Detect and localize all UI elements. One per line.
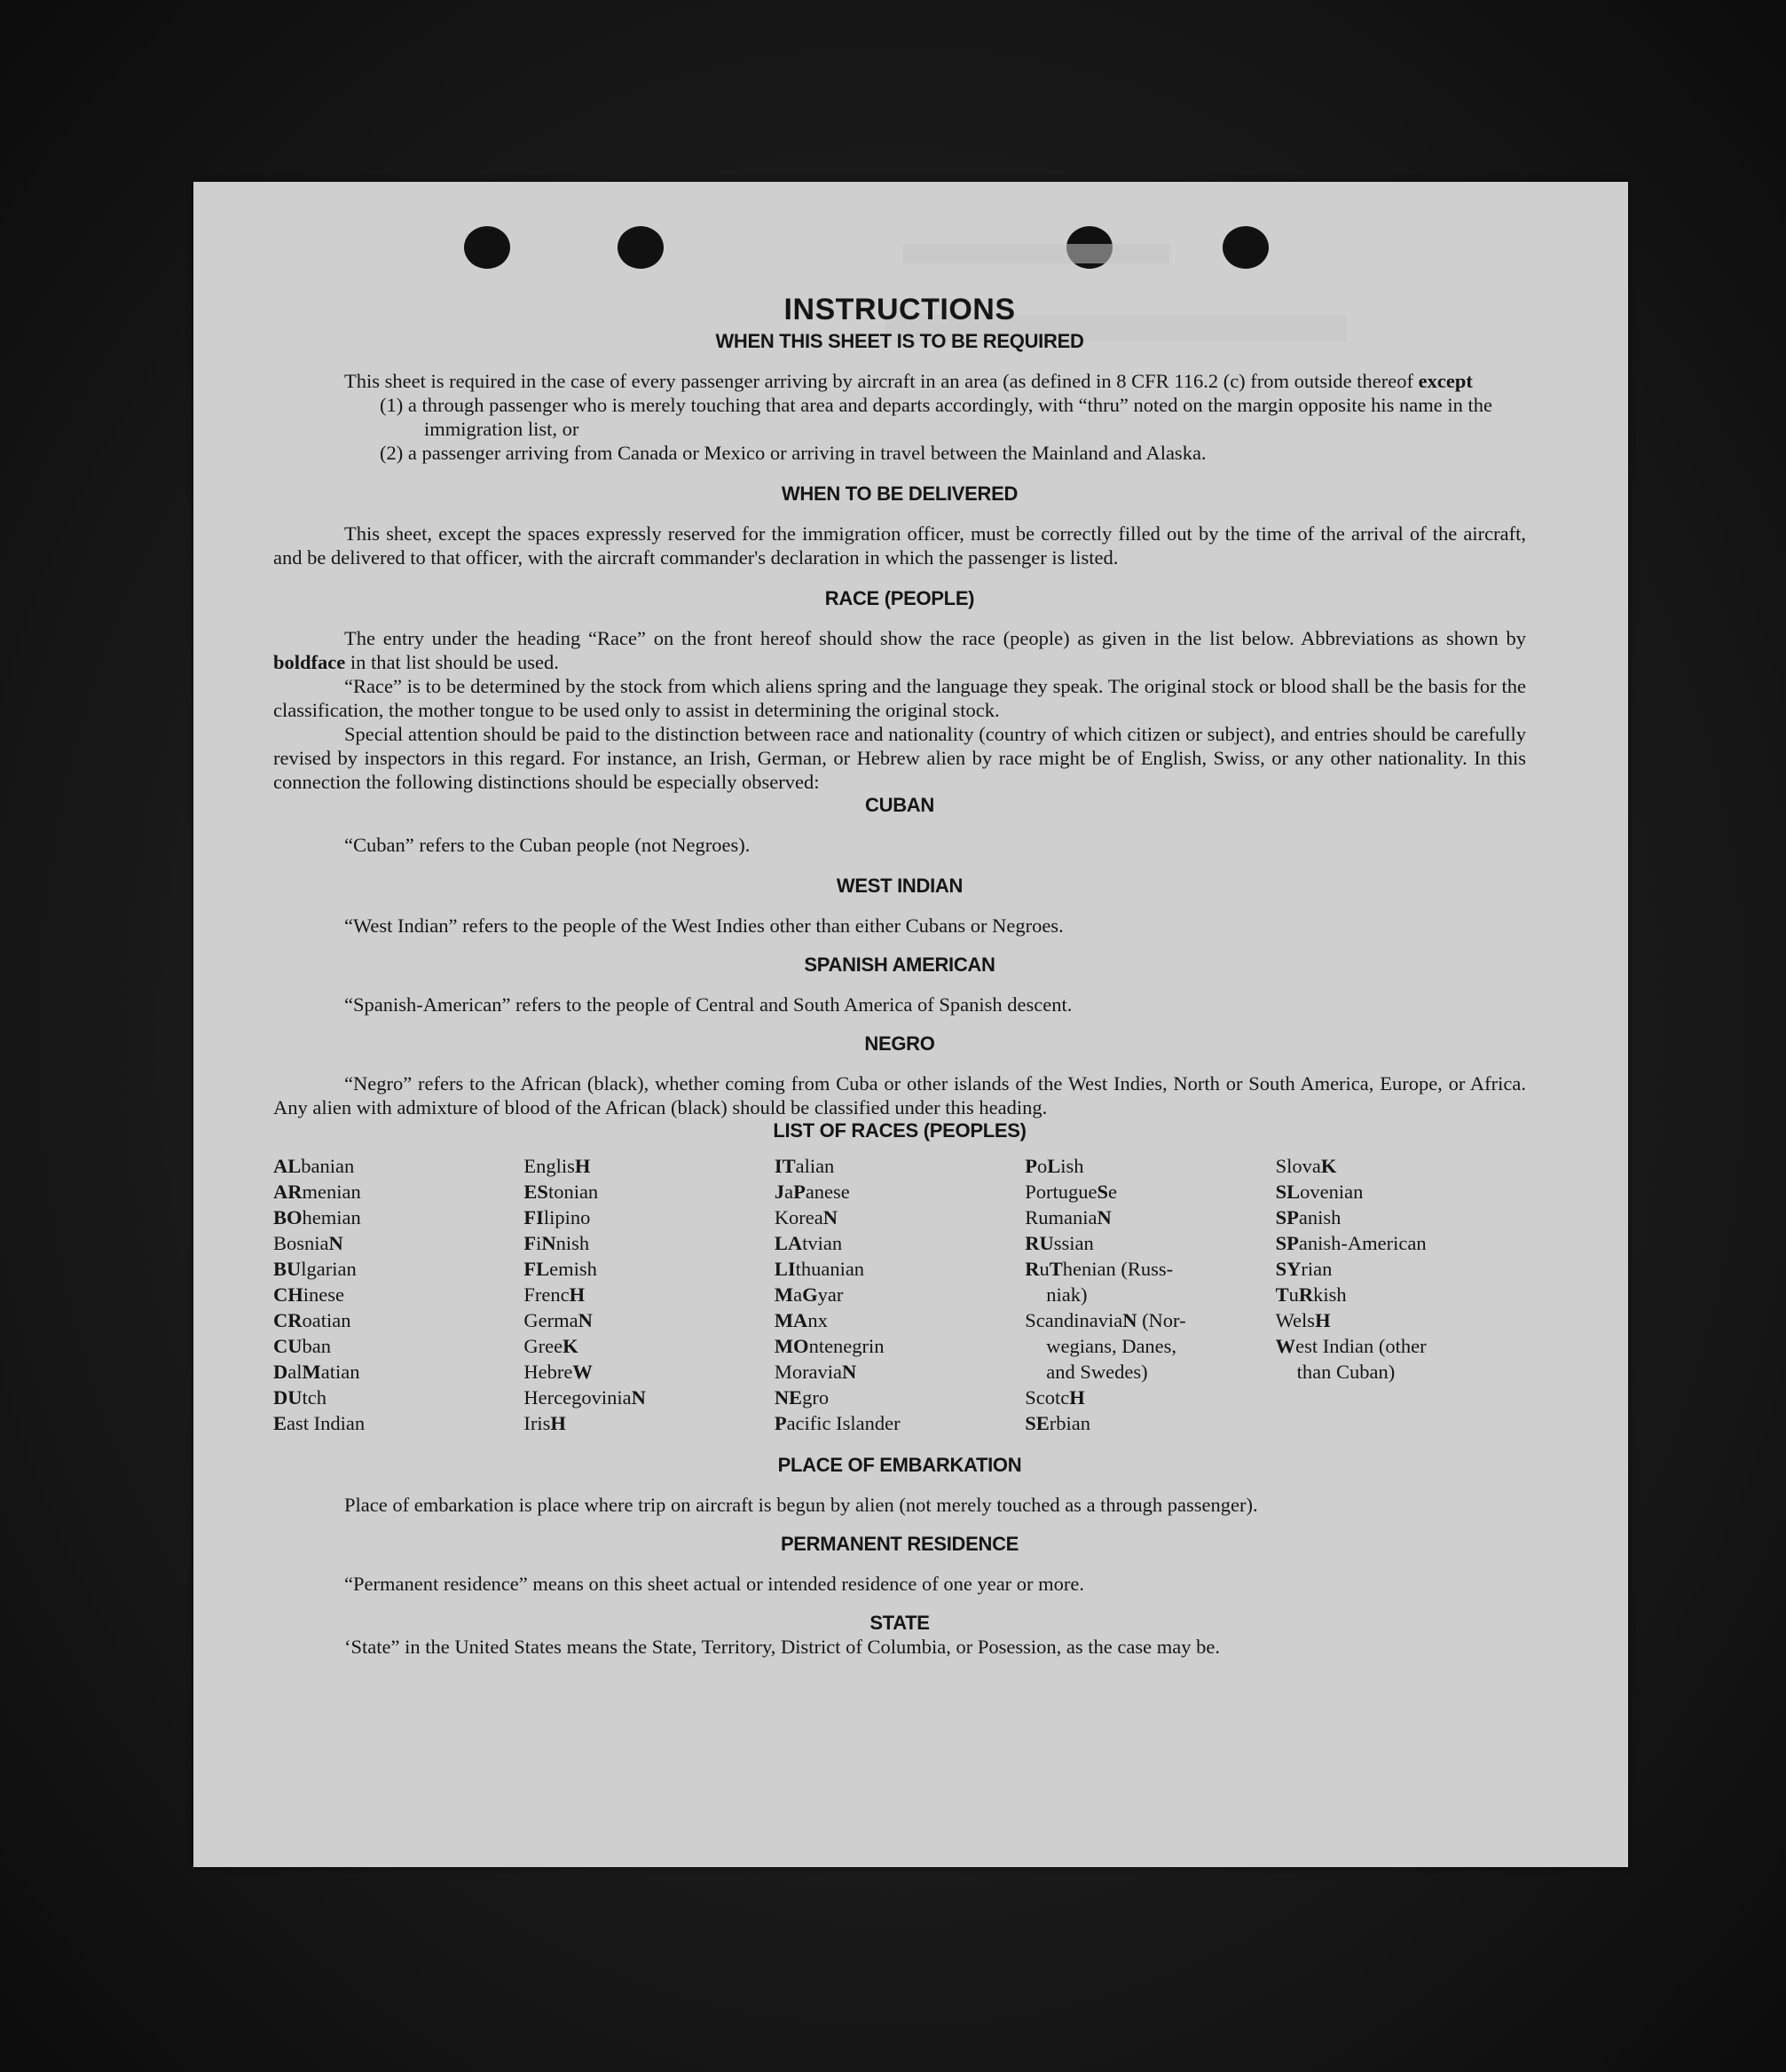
race-abbrev: H: [1069, 1386, 1085, 1409]
race-entry: [1025, 1307, 1275, 1333]
required-intro-text: This sheet is required in the case of every passenger arriving by aircraft in an area (as defined in 8 CFR 116.2 (c) from outside thereof: [344, 370, 1419, 392]
race-text: nish: [555, 1232, 590, 1254]
heading-when-required: WHEN THIS SHEET IS TO BE REQUIRED: [715, 330, 1084, 352]
race-entry: [775, 1179, 1025, 1205]
heading-west-indian: WEST INDIAN: [836, 875, 964, 897]
race-entry: [523, 1153, 774, 1179]
race-paragraph-3: Special attention should be paid to the distinction between race and nationality (country of which citizen or subject), and entries should be carefully revised by inspectors in this regard. For instance, an Irish, German, or Hebrew alien by race might be of English, Swiss, or any other nationality. In this connection the following distinctions should be especially observed:: [273, 723, 1526, 793]
race-paragraph-2: “Race” is to be determined by the stock from which aliens spring and the language they speak. The original stock or blood shall be the basis for the classification, the mother tongue to be used only to assist in determining the original stock.: [273, 675, 1526, 721]
race-entry: [1025, 1179, 1275, 1205]
document-sheet: [193, 182, 1628, 1867]
race-abbrev: S: [1097, 1181, 1108, 1203]
state-text: ‘State” in the United States means the State, Territory, District of Columbia, or Posession, as the case may be.: [344, 1636, 1220, 1658]
race-text: Frenc: [523, 1283, 570, 1306]
race-text: and Swedes): [1046, 1361, 1148, 1383]
race-abbrev: W: [572, 1361, 593, 1383]
race-text: acific Islander: [786, 1412, 901, 1434]
race-entry: [775, 1307, 1025, 1333]
race-entry: [775, 1153, 1025, 1179]
race-abbrev: P: [774, 1412, 787, 1434]
race-text: kish: [1313, 1283, 1347, 1306]
race-abbrev: R: [1298, 1283, 1314, 1306]
race-text: Iris: [523, 1412, 551, 1434]
race-text: i: [536, 1232, 542, 1254]
race-abbrev: T: [1275, 1283, 1289, 1306]
race-abbrev: P: [793, 1181, 806, 1203]
race-text: tch: [302, 1386, 327, 1409]
race-abbrev: FI: [523, 1206, 544, 1228]
race-entry: [1025, 1410, 1275, 1436]
race-text: Scotc: [1025, 1386, 1070, 1409]
race-entry: [523, 1359, 774, 1385]
race-abbrev: M: [774, 1283, 794, 1306]
race-abbrev: AR: [273, 1181, 303, 1203]
race-entry: [273, 1153, 523, 1179]
race-text: niak): [1046, 1283, 1088, 1306]
punch-hole: [464, 226, 510, 269]
race-entry: [523, 1333, 774, 1359]
race-text: thuanian: [795, 1258, 865, 1280]
race-abbrev: N: [822, 1206, 838, 1228]
race-abbrev: MA: [774, 1309, 808, 1331]
race-entry: [1276, 1230, 1526, 1256]
race-abbrev: W: [1275, 1335, 1296, 1357]
race-text: tvian: [802, 1232, 843, 1254]
race-text: inese: [303, 1283, 344, 1306]
race-entry: [523, 1205, 774, 1230]
race-text: anese: [805, 1181, 850, 1203]
delivered-text: This sheet, except the spaces expressly reserved for the immigration officer, must be correctly filled out by the time of the arrival of the aircraft, and be delivered to that officer, with the aircraft commander's declaration in which the passenger is listed.: [273, 522, 1526, 569]
heading-negro: NEGRO: [864, 1032, 935, 1055]
race-abbrev: MO: [774, 1335, 809, 1357]
race-text: ish: [1060, 1155, 1084, 1177]
race-entry: [523, 1256, 774, 1282]
heading-permanent-residence: PERMANENT RESIDENCE: [780, 1533, 1019, 1555]
race-text: u: [1288, 1283, 1299, 1306]
race-entry: [1276, 1333, 1526, 1359]
race-entry: [1276, 1205, 1526, 1230]
race-text: anish: [1298, 1206, 1341, 1228]
race-text: Germa: [523, 1309, 578, 1331]
race-abbrev: N: [578, 1309, 593, 1331]
race-text: u: [1039, 1258, 1050, 1280]
cuban-text: “Cuban” refers to the Cuban people (not Negroes).: [344, 834, 751, 856]
race-abbrev: LI: [774, 1258, 796, 1280]
race-abbrev: N: [541, 1232, 556, 1254]
bleed-through: [903, 244, 1169, 263]
race-text: Korea: [774, 1206, 823, 1228]
race-text: ssian: [1053, 1232, 1094, 1254]
race-entry: [273, 1333, 523, 1359]
race-text: lipino: [543, 1206, 591, 1228]
race-entry: [273, 1410, 523, 1436]
race-abbrev: CU: [273, 1335, 303, 1357]
race-abbrev: M: [302, 1361, 321, 1383]
race-text: ast Indian: [287, 1412, 366, 1434]
race-entry: [273, 1307, 523, 1333]
races-list: [273, 1153, 1526, 1436]
race-entry: [523, 1230, 774, 1256]
race-entry: [775, 1205, 1025, 1230]
race-text: Portugue: [1025, 1181, 1098, 1203]
race-entry: [1025, 1359, 1275, 1385]
race-entry: [1025, 1205, 1275, 1230]
race-abbrev: N: [842, 1361, 857, 1383]
race-text: e: [1107, 1181, 1117, 1203]
page-title: INSTRUCTIONS: [783, 293, 1016, 326]
race-entry: [273, 1230, 523, 1256]
race-abbrev: CH: [273, 1283, 303, 1306]
race-abbrev: H: [1315, 1309, 1331, 1331]
race-entry: [1276, 1359, 1526, 1385]
race-text: est Indian (other: [1295, 1335, 1427, 1357]
race-abbrev: IT: [774, 1155, 796, 1177]
race-column: [273, 1153, 523, 1436]
race-entry: [1276, 1256, 1526, 1282]
race-abbrev: J: [774, 1181, 785, 1203]
race-text: Slova: [1275, 1155, 1321, 1177]
heading-state: STATE: [869, 1612, 930, 1634]
race-entry: [273, 1205, 523, 1230]
race-entry: [273, 1359, 523, 1385]
required-intro: [273, 369, 1526, 393]
race-text: banian: [301, 1155, 355, 1177]
race-text: Gree: [523, 1335, 563, 1357]
punch-hole: [1223, 226, 1269, 269]
race-text: ban: [302, 1335, 331, 1357]
required-item-2: (2) a passenger arriving from Canada or Mexico or arriving in travel between the Mainland and Alaska.: [380, 442, 1207, 464]
race-abbrev: N: [1122, 1309, 1137, 1331]
race-abbrev: E: [273, 1412, 287, 1434]
race-abbrev: P: [1025, 1155, 1037, 1177]
required-intro-except: except: [1418, 370, 1473, 392]
race-entry: [523, 1282, 774, 1307]
race-abbrev: H: [569, 1283, 586, 1306]
race-abbrev: SP: [1275, 1206, 1299, 1228]
race-entry: [775, 1359, 1025, 1385]
race-abbrev: N: [631, 1386, 646, 1409]
heading-embarkation: PLACE OF EMBARKATION: [777, 1454, 1022, 1476]
race-abbrev: CR: [273, 1309, 303, 1331]
race-text: al: [287, 1361, 303, 1383]
race-entry: [1276, 1179, 1526, 1205]
race-text: Rumania: [1025, 1206, 1098, 1228]
race-p1-text-c: in that list should be used.: [345, 651, 559, 673]
race-entry: [775, 1282, 1025, 1307]
punch-hole: [618, 226, 664, 269]
race-entry: [1276, 1153, 1526, 1179]
west-indian-text: “West Indian” refers to the people of the West Indies other than either Cubans or Negroes.: [344, 914, 1064, 937]
race-column: [523, 1153, 774, 1436]
race-abbrev: SY: [1275, 1258, 1302, 1280]
race-abbrev: SE: [1025, 1412, 1050, 1434]
race-text: (Nor-: [1137, 1309, 1186, 1331]
race-text: Hebre: [523, 1361, 573, 1383]
race-text: oatian: [302, 1309, 351, 1331]
race-text: ovenian: [1300, 1181, 1364, 1203]
race-entry: [1025, 1385, 1275, 1410]
race-entry: [523, 1179, 774, 1205]
race-text: tonian: [547, 1181, 599, 1203]
race-text: henian (Russ-: [1062, 1258, 1174, 1280]
race-abbrev: N: [1097, 1206, 1112, 1228]
race-abbrev: H: [550, 1412, 566, 1434]
race-abbrev: T: [1049, 1258, 1063, 1280]
race-entry: [1025, 1333, 1275, 1359]
race-abbrev: D: [273, 1361, 288, 1383]
race-entry: [273, 1256, 523, 1282]
race-entry: [1276, 1282, 1526, 1307]
race-text: alian: [795, 1155, 835, 1177]
race-text: than Cuban): [1296, 1361, 1396, 1383]
race-abbrev: BO: [273, 1206, 303, 1228]
race-column: [1025, 1153, 1275, 1436]
race-entry: [1025, 1282, 1275, 1307]
race-text: ntenegrin: [808, 1335, 885, 1357]
race-abbrev: NE: [774, 1386, 803, 1409]
race-text: o: [1036, 1155, 1048, 1177]
race-text: a: [793, 1283, 803, 1306]
race-abbrev: SL: [1275, 1181, 1301, 1203]
race-abbrev: G: [802, 1283, 818, 1306]
heading-spanish-american: SPANISH AMERICAN: [804, 954, 995, 976]
race-text: wegians, Danes,: [1046, 1335, 1177, 1357]
race-abbrev: K: [563, 1335, 578, 1357]
instructions-body: [273, 293, 1526, 1659]
race-entry: [1025, 1256, 1275, 1282]
race-text: Scandinavia: [1025, 1309, 1123, 1331]
race-text: anish-American: [1298, 1232, 1427, 1254]
race-entry: [1025, 1153, 1275, 1179]
embarkation-text: Place of embarkation is place where trip on aircraft is begun by alien (not merely touched as a through passenger).: [344, 1494, 1258, 1516]
race-abbrev: BU: [273, 1258, 302, 1280]
race-text: Englis: [523, 1155, 575, 1177]
race-entry: [523, 1385, 774, 1410]
race-column: [775, 1153, 1025, 1436]
race-abbrev: L: [1047, 1155, 1061, 1177]
spanish-american-text: “Spanish-American” refers to the people of Central and South America of Spanish descent.: [344, 993, 1073, 1016]
race-entry: [775, 1385, 1025, 1410]
race-abbrev: DU: [273, 1386, 303, 1409]
race-abbrev: R: [1025, 1258, 1040, 1280]
required-item-1: (1) a through passenger who is merely touching that area and departs accordingly, with “thru” noted on the margin opposite his name in the immigration list, or: [380, 394, 1493, 440]
race-text: nx: [807, 1309, 828, 1331]
race-column: [1276, 1153, 1526, 1436]
race-entry: [273, 1282, 523, 1307]
race-text: hemian: [302, 1206, 361, 1228]
race-entry: [775, 1230, 1025, 1256]
race-abbrev: LA: [774, 1232, 803, 1254]
heading-when-delivered: WHEN TO BE DELIVERED: [781, 483, 1019, 505]
race-abbrev: AL: [273, 1155, 302, 1177]
race-text: gro: [802, 1386, 830, 1409]
heading-race: RACE (PEOPLE): [824, 587, 975, 609]
race-text: rbian: [1049, 1412, 1090, 1434]
race-abbrev: FL: [523, 1258, 550, 1280]
race-text: yar: [817, 1283, 844, 1306]
race-entry: [273, 1179, 523, 1205]
race-text: Wels: [1275, 1309, 1316, 1331]
race-p1-boldface: boldface: [273, 651, 346, 673]
race-entry: [775, 1256, 1025, 1282]
race-abbrev: K: [1320, 1155, 1337, 1177]
race-entry: [1025, 1230, 1275, 1256]
race-entry: [523, 1410, 774, 1436]
race-text: rian: [1301, 1258, 1333, 1280]
race-entry: [775, 1410, 1025, 1436]
race-entry: [1276, 1307, 1526, 1333]
race-entry: [775, 1333, 1025, 1359]
race-abbrev: N: [328, 1232, 343, 1254]
race-abbrev: ES: [523, 1181, 548, 1203]
race-paragraph-1: [273, 626, 1526, 674]
negro-text: “Negro” refers to the African (black), whether coming from Cuba or other islands of the West Indies, North or South America, Europe, or Africa. Any alien with admixture of blood of the African (black) should be classified under this heading.: [273, 1072, 1526, 1118]
race-abbrev: H: [574, 1155, 591, 1177]
race-text: Hercegovinia: [523, 1386, 632, 1409]
race-entry: [523, 1307, 774, 1333]
race-abbrev: RU: [1025, 1232, 1054, 1254]
race-text: Bosnia: [273, 1232, 329, 1254]
permanent-residence-text: “Permanent residence” means on this sheet actual or intended residence of one year or more.: [344, 1573, 1085, 1595]
race-abbrev: F: [523, 1232, 537, 1254]
race-text: a: [784, 1181, 794, 1203]
race-text: lgarian: [301, 1258, 357, 1280]
race-entry: [273, 1385, 523, 1410]
race-text: atian: [320, 1361, 360, 1383]
race-text: Moravia: [774, 1361, 843, 1383]
heading-list-of-races: LIST OF RACES (PEOPLES): [773, 1119, 1027, 1142]
heading-cuban: CUBAN: [865, 794, 934, 816]
race-text: emish: [549, 1258, 597, 1280]
race-text: menian: [302, 1181, 361, 1203]
race-abbrev: SP: [1275, 1232, 1299, 1254]
race-p1-text-a: The entry under the heading “Race” on the front hereof should show the race (people) as given in the list below. Abbreviations as shown by: [344, 627, 1526, 649]
